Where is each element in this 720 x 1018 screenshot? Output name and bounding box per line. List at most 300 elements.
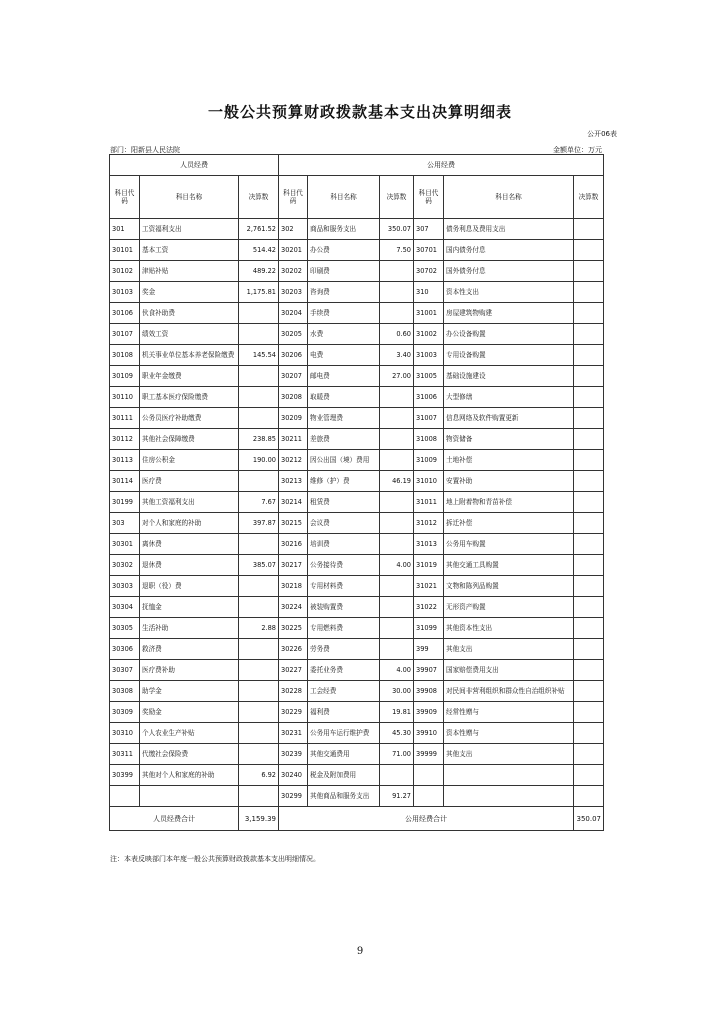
row-code: 31019 bbox=[414, 555, 444, 576]
row-name: 公务用车购置 bbox=[444, 534, 574, 555]
row-amount: 45.30 bbox=[380, 723, 414, 744]
row-name: 债务利息及费用支出 bbox=[444, 219, 574, 240]
row-name: 抚恤金 bbox=[140, 597, 239, 618]
row-code: 30109 bbox=[110, 366, 140, 387]
page-title: 一般公共预算财政拨款基本支出决算明细表 bbox=[207, 103, 512, 121]
row-code: 30231 bbox=[279, 723, 308, 744]
row-name: 资本性支出 bbox=[444, 282, 574, 303]
row-code: 30240 bbox=[279, 765, 308, 786]
row-code: 30307 bbox=[110, 660, 140, 681]
col-header-name: 科目名称 bbox=[308, 176, 380, 219]
row-name: 资本性赠与 bbox=[444, 723, 574, 744]
row-code: 310 bbox=[414, 282, 444, 303]
row-amount bbox=[239, 597, 279, 618]
row-name: 基本工资 bbox=[140, 240, 239, 261]
row-name: 医疗费补助 bbox=[140, 660, 239, 681]
row-amount bbox=[574, 303, 604, 324]
row-code: 30224 bbox=[279, 597, 308, 618]
row-name: 税金及附加费用 bbox=[308, 765, 380, 786]
row-code: 30225 bbox=[279, 618, 308, 639]
row-code: 303 bbox=[110, 513, 140, 534]
row-code: 301 bbox=[110, 219, 140, 240]
table-row bbox=[110, 387, 604, 408]
row-amount bbox=[574, 471, 604, 492]
row-code: 39999 bbox=[414, 744, 444, 765]
row-name: 其他商品和服务支出 bbox=[308, 786, 380, 807]
row-name: 专用燃料费 bbox=[308, 618, 380, 639]
row-name: 无形资产购置 bbox=[444, 597, 574, 618]
row-code: 30302 bbox=[110, 555, 140, 576]
row-name: 商品和服务支出 bbox=[308, 219, 380, 240]
row-amount: 397.87 bbox=[239, 513, 279, 534]
row-name: 对个人和家庭的补助 bbox=[140, 513, 239, 534]
row-amount: 145.54 bbox=[239, 345, 279, 366]
row-amount bbox=[574, 261, 604, 282]
row-amount bbox=[574, 660, 604, 681]
row-code: 39910 bbox=[414, 723, 444, 744]
row-amount: 1,175.81 bbox=[239, 282, 279, 303]
row-name: 职工基本医疗保险缴费 bbox=[140, 387, 239, 408]
row-name: 信息网络及软件购置更新 bbox=[444, 408, 574, 429]
row-amount: 27.00 bbox=[380, 366, 414, 387]
row-amount: 46.19 bbox=[380, 471, 414, 492]
personnel-total-value: 3,159.39 bbox=[239, 807, 279, 831]
row-name: 其他支出 bbox=[444, 639, 574, 660]
row-amount bbox=[574, 534, 604, 555]
row-name: 土地补偿 bbox=[444, 450, 574, 471]
row-amount: 19.81 bbox=[380, 702, 414, 723]
public-total-label: 公用经费合计 bbox=[279, 807, 574, 831]
expenditure-table bbox=[109, 154, 604, 831]
row-amount bbox=[380, 408, 414, 429]
row-name: 大型修缮 bbox=[444, 387, 574, 408]
row-code: 30205 bbox=[279, 324, 308, 345]
row-amount bbox=[574, 597, 604, 618]
row-code: 30113 bbox=[110, 450, 140, 471]
row-amount bbox=[574, 387, 604, 408]
row-code: 30199 bbox=[110, 492, 140, 513]
row-name: 被装购置费 bbox=[308, 597, 380, 618]
table-row bbox=[110, 366, 604, 387]
row-code bbox=[110, 786, 140, 807]
row-name: 绩效工资 bbox=[140, 324, 239, 345]
row-amount: 0.60 bbox=[380, 324, 414, 345]
row-code: 30304 bbox=[110, 597, 140, 618]
row-name: 离休费 bbox=[140, 534, 239, 555]
row-code: 30217 bbox=[279, 555, 308, 576]
row-name: 维修（护）费 bbox=[308, 471, 380, 492]
row-name: 文物和陈列品购置 bbox=[444, 576, 574, 597]
row-amount bbox=[574, 618, 604, 639]
row-code: 30228 bbox=[279, 681, 308, 702]
row-code: 30201 bbox=[279, 240, 308, 261]
row-amount bbox=[239, 471, 279, 492]
row-name: 其他社会保障缴费 bbox=[140, 429, 239, 450]
row-amount bbox=[239, 660, 279, 681]
row-amount bbox=[380, 765, 414, 786]
row-amount bbox=[239, 744, 279, 765]
table-row bbox=[110, 282, 604, 303]
table-row bbox=[110, 723, 604, 744]
table-row bbox=[110, 513, 604, 534]
row-name: 房屋建筑物购建 bbox=[444, 303, 574, 324]
row-amount bbox=[574, 765, 604, 786]
row-code: 31007 bbox=[414, 408, 444, 429]
row-code: 31006 bbox=[414, 387, 444, 408]
row-name: 工资福利支出 bbox=[140, 219, 239, 240]
row-amount bbox=[574, 408, 604, 429]
row-name: 住房公积金 bbox=[140, 450, 239, 471]
row-name: 退职（役）费 bbox=[140, 576, 239, 597]
row-name: 公务员医疗补助缴费 bbox=[140, 408, 239, 429]
row-amount: 190.00 bbox=[239, 450, 279, 471]
row-name: 国外债务付息 bbox=[444, 261, 574, 282]
row-code: 30213 bbox=[279, 471, 308, 492]
row-name: 其他支出 bbox=[444, 744, 574, 765]
row-name: 工会经费 bbox=[308, 681, 380, 702]
row-name bbox=[444, 765, 574, 786]
row-amount bbox=[574, 555, 604, 576]
row-code: 30108 bbox=[110, 345, 140, 366]
row-name: 公务接待费 bbox=[308, 555, 380, 576]
table-row bbox=[110, 744, 604, 765]
row-name: 取暖费 bbox=[308, 387, 380, 408]
table-row bbox=[110, 219, 604, 240]
table-row bbox=[110, 765, 604, 786]
table-row bbox=[110, 618, 604, 639]
page-number: 9 bbox=[356, 946, 364, 957]
row-code: 30399 bbox=[110, 765, 140, 786]
row-code: 30305 bbox=[110, 618, 140, 639]
row-amount: 2,761.52 bbox=[239, 219, 279, 240]
table-row bbox=[110, 345, 604, 366]
row-name: 地上附着物和青苗补偿 bbox=[444, 492, 574, 513]
row-code: 31022 bbox=[414, 597, 444, 618]
table-row bbox=[110, 240, 604, 261]
row-code: 31005 bbox=[414, 366, 444, 387]
row-amount bbox=[380, 618, 414, 639]
row-name: 邮电费 bbox=[308, 366, 380, 387]
row-amount bbox=[574, 513, 604, 534]
table-row bbox=[110, 660, 604, 681]
row-amount: 2.88 bbox=[239, 618, 279, 639]
row-name: 安置补助 bbox=[444, 471, 574, 492]
row-amount: 385.07 bbox=[239, 555, 279, 576]
unit-label: 金额单位：万元 bbox=[553, 146, 602, 154]
row-amount bbox=[380, 261, 414, 282]
row-name: 专用材料费 bbox=[308, 576, 380, 597]
row-code: 30204 bbox=[279, 303, 308, 324]
row-amount: 4.00 bbox=[380, 660, 414, 681]
row-code bbox=[414, 765, 444, 786]
row-amount bbox=[239, 534, 279, 555]
table-row bbox=[110, 471, 604, 492]
table-row bbox=[110, 324, 604, 345]
row-code: 307 bbox=[414, 219, 444, 240]
row-code: 31003 bbox=[414, 345, 444, 366]
row-code: 30208 bbox=[279, 387, 308, 408]
row-code: 30701 bbox=[414, 240, 444, 261]
row-name: 培训费 bbox=[308, 534, 380, 555]
row-code: 30310 bbox=[110, 723, 140, 744]
row-name: 国内债务付息 bbox=[444, 240, 574, 261]
col-header-code: 科目代码 bbox=[110, 176, 140, 219]
department-label: 部门：阳新县人民法院 bbox=[110, 146, 180, 154]
row-amount bbox=[574, 345, 604, 366]
row-name: 办公费 bbox=[308, 240, 380, 261]
row-name: 专用设备购置 bbox=[444, 345, 574, 366]
row-amount bbox=[574, 450, 604, 471]
row-amount bbox=[380, 513, 414, 534]
table-code: 公开06表 bbox=[587, 130, 617, 138]
row-code: 30103 bbox=[110, 282, 140, 303]
row-amount bbox=[239, 303, 279, 324]
row-name: 国家赔偿费用支出 bbox=[444, 660, 574, 681]
row-amount bbox=[574, 492, 604, 513]
row-code: 30202 bbox=[279, 261, 308, 282]
row-code: 30299 bbox=[279, 786, 308, 807]
row-amount bbox=[380, 450, 414, 471]
row-amount bbox=[574, 681, 604, 702]
row-amount bbox=[380, 534, 414, 555]
row-name: 助学金 bbox=[140, 681, 239, 702]
row-amount: 4.00 bbox=[380, 555, 414, 576]
row-code: 30311 bbox=[110, 744, 140, 765]
row-amount bbox=[574, 429, 604, 450]
row-code: 30110 bbox=[110, 387, 140, 408]
table-row bbox=[110, 555, 604, 576]
row-code: 30114 bbox=[110, 471, 140, 492]
group-header-public: 公用经费 bbox=[279, 155, 604, 176]
row-code: 30101 bbox=[110, 240, 140, 261]
row-amount bbox=[239, 576, 279, 597]
row-code: 30203 bbox=[279, 282, 308, 303]
col-header-name: 科目名称 bbox=[444, 176, 574, 219]
row-name: 会议费 bbox=[308, 513, 380, 534]
row-code: 30106 bbox=[110, 303, 140, 324]
table-row bbox=[110, 786, 604, 807]
row-code: 30227 bbox=[279, 660, 308, 681]
row-amount bbox=[239, 324, 279, 345]
row-code: 30308 bbox=[110, 681, 140, 702]
row-amount bbox=[239, 408, 279, 429]
row-name: 咨询费 bbox=[308, 282, 380, 303]
row-name: 机关事业单位基本养老保险缴费 bbox=[140, 345, 239, 366]
row-name bbox=[140, 786, 239, 807]
row-code: 31010 bbox=[414, 471, 444, 492]
row-name: 经常性赠与 bbox=[444, 702, 574, 723]
row-name: 印刷费 bbox=[308, 261, 380, 282]
row-code: 31099 bbox=[414, 618, 444, 639]
row-code: 30209 bbox=[279, 408, 308, 429]
row-amount bbox=[239, 639, 279, 660]
row-code: 30102 bbox=[110, 261, 140, 282]
table-row bbox=[110, 597, 604, 618]
row-name: 其他工资福利支出 bbox=[140, 492, 239, 513]
row-code: 30303 bbox=[110, 576, 140, 597]
row-name: 生活补助 bbox=[140, 618, 239, 639]
row-name: 奖励金 bbox=[140, 702, 239, 723]
row-name: 其他交通工具购置 bbox=[444, 555, 574, 576]
group-header-personnel: 人员经费 bbox=[110, 155, 279, 176]
row-amount bbox=[380, 492, 414, 513]
row-amount: 7.50 bbox=[380, 240, 414, 261]
row-name: 津贴补贴 bbox=[140, 261, 239, 282]
row-code: 30218 bbox=[279, 576, 308, 597]
row-code: 30216 bbox=[279, 534, 308, 555]
row-code: 39908 bbox=[414, 681, 444, 702]
row-code: 39907 bbox=[414, 660, 444, 681]
row-name: 职业年金缴费 bbox=[140, 366, 239, 387]
row-amount bbox=[574, 240, 604, 261]
row-amount bbox=[239, 387, 279, 408]
footnote: 注：本表反映部门本年度一般公共预算财政拨款基本支出明细情况。 bbox=[110, 855, 320, 863]
table-row bbox=[110, 576, 604, 597]
row-amount: 7.67 bbox=[239, 492, 279, 513]
row-amount: 91.27 bbox=[380, 786, 414, 807]
row-code bbox=[414, 786, 444, 807]
row-amount: 350.07 bbox=[380, 219, 414, 240]
row-name: 手续费 bbox=[308, 303, 380, 324]
table-row bbox=[110, 303, 604, 324]
row-name: 办公设备购置 bbox=[444, 324, 574, 345]
row-amount: 6.92 bbox=[239, 765, 279, 786]
row-code: 30212 bbox=[279, 450, 308, 471]
row-code: 31011 bbox=[414, 492, 444, 513]
row-name: 物资储备 bbox=[444, 429, 574, 450]
table-row bbox=[110, 429, 604, 450]
row-name: 奖金 bbox=[140, 282, 239, 303]
col-header-name: 科目名称 bbox=[140, 176, 239, 219]
row-code: 30301 bbox=[110, 534, 140, 555]
row-amount bbox=[574, 366, 604, 387]
row-amount bbox=[574, 282, 604, 303]
col-header-code: 科目代码 bbox=[414, 176, 444, 219]
row-code: 39909 bbox=[414, 702, 444, 723]
row-name: 因公出国（境）费用 bbox=[308, 450, 380, 471]
public-total-value: 350.07 bbox=[574, 807, 604, 831]
row-code: 30239 bbox=[279, 744, 308, 765]
row-amount bbox=[574, 324, 604, 345]
row-amount bbox=[239, 723, 279, 744]
row-amount: 3.40 bbox=[380, 345, 414, 366]
row-name: 基础设施建设 bbox=[444, 366, 574, 387]
row-name: 个人农业生产补贴 bbox=[140, 723, 239, 744]
row-name: 物业管理费 bbox=[308, 408, 380, 429]
row-code: 30229 bbox=[279, 702, 308, 723]
row-code: 30211 bbox=[279, 429, 308, 450]
row-amount bbox=[380, 576, 414, 597]
row-name: 医疗费 bbox=[140, 471, 239, 492]
row-amount bbox=[574, 639, 604, 660]
row-amount bbox=[380, 597, 414, 618]
row-code: 31009 bbox=[414, 450, 444, 471]
row-code: 30309 bbox=[110, 702, 140, 723]
table-row bbox=[110, 450, 604, 471]
col-header-code: 科目代码 bbox=[279, 176, 308, 219]
col-header-amount: 决算数 bbox=[574, 176, 604, 219]
row-name: 福利费 bbox=[308, 702, 380, 723]
row-code: 30702 bbox=[414, 261, 444, 282]
col-header-amount: 决算数 bbox=[239, 176, 279, 219]
row-code: 31021 bbox=[414, 576, 444, 597]
row-code: 31001 bbox=[414, 303, 444, 324]
row-code: 30207 bbox=[279, 366, 308, 387]
row-code: 302 bbox=[279, 219, 308, 240]
row-code: 31008 bbox=[414, 429, 444, 450]
row-name: 委托业务费 bbox=[308, 660, 380, 681]
row-amount: 489.22 bbox=[239, 261, 279, 282]
row-name: 代缴社会保险费 bbox=[140, 744, 239, 765]
row-amount bbox=[239, 702, 279, 723]
row-amount bbox=[574, 702, 604, 723]
row-amount bbox=[380, 429, 414, 450]
row-amount bbox=[380, 387, 414, 408]
row-code: 31013 bbox=[414, 534, 444, 555]
table-row bbox=[110, 492, 604, 513]
table-row bbox=[110, 408, 604, 429]
row-amount bbox=[380, 282, 414, 303]
row-name: 租赁费 bbox=[308, 492, 380, 513]
table-row bbox=[110, 534, 604, 555]
row-amount: 514.42 bbox=[239, 240, 279, 261]
row-amount bbox=[574, 744, 604, 765]
row-name: 差旅费 bbox=[308, 429, 380, 450]
table-row bbox=[110, 702, 604, 723]
row-amount: 238.85 bbox=[239, 429, 279, 450]
col-header-amount: 决算数 bbox=[380, 176, 414, 219]
row-code: 30111 bbox=[110, 408, 140, 429]
row-code: 399 bbox=[414, 639, 444, 660]
row-name: 水费 bbox=[308, 324, 380, 345]
row-amount bbox=[239, 366, 279, 387]
row-amount: 30.00 bbox=[380, 681, 414, 702]
row-name: 其他资本性支出 bbox=[444, 618, 574, 639]
row-name bbox=[444, 786, 574, 807]
row-code: 30215 bbox=[279, 513, 308, 534]
row-code: 30112 bbox=[110, 429, 140, 450]
row-amount bbox=[239, 786, 279, 807]
row-amount bbox=[574, 219, 604, 240]
table-row bbox=[110, 639, 604, 660]
row-code: 31002 bbox=[414, 324, 444, 345]
row-name: 劳务费 bbox=[308, 639, 380, 660]
row-name: 救济费 bbox=[140, 639, 239, 660]
row-code: 30206 bbox=[279, 345, 308, 366]
row-amount bbox=[574, 723, 604, 744]
row-name: 电费 bbox=[308, 345, 380, 366]
table-row bbox=[110, 261, 604, 282]
row-amount bbox=[574, 576, 604, 597]
table-row bbox=[110, 681, 604, 702]
row-amount bbox=[380, 639, 414, 660]
row-code: 31012 bbox=[414, 513, 444, 534]
row-name: 拆迁补偿 bbox=[444, 513, 574, 534]
row-name: 退休费 bbox=[140, 555, 239, 576]
row-amount bbox=[239, 681, 279, 702]
table-body bbox=[110, 219, 604, 807]
row-amount: 71.00 bbox=[380, 744, 414, 765]
row-code: 30107 bbox=[110, 324, 140, 345]
row-amount bbox=[574, 786, 604, 807]
row-name: 对民间非营利组织和群众性自治组织补贴 bbox=[444, 681, 574, 702]
row-code: 30306 bbox=[110, 639, 140, 660]
row-code: 30214 bbox=[279, 492, 308, 513]
row-name: 伙食补助费 bbox=[140, 303, 239, 324]
row-name: 其他对个人和家庭的补助 bbox=[140, 765, 239, 786]
row-name: 公务用车运行维护费 bbox=[308, 723, 380, 744]
personnel-total-label: 人员经费合计 bbox=[110, 807, 239, 831]
